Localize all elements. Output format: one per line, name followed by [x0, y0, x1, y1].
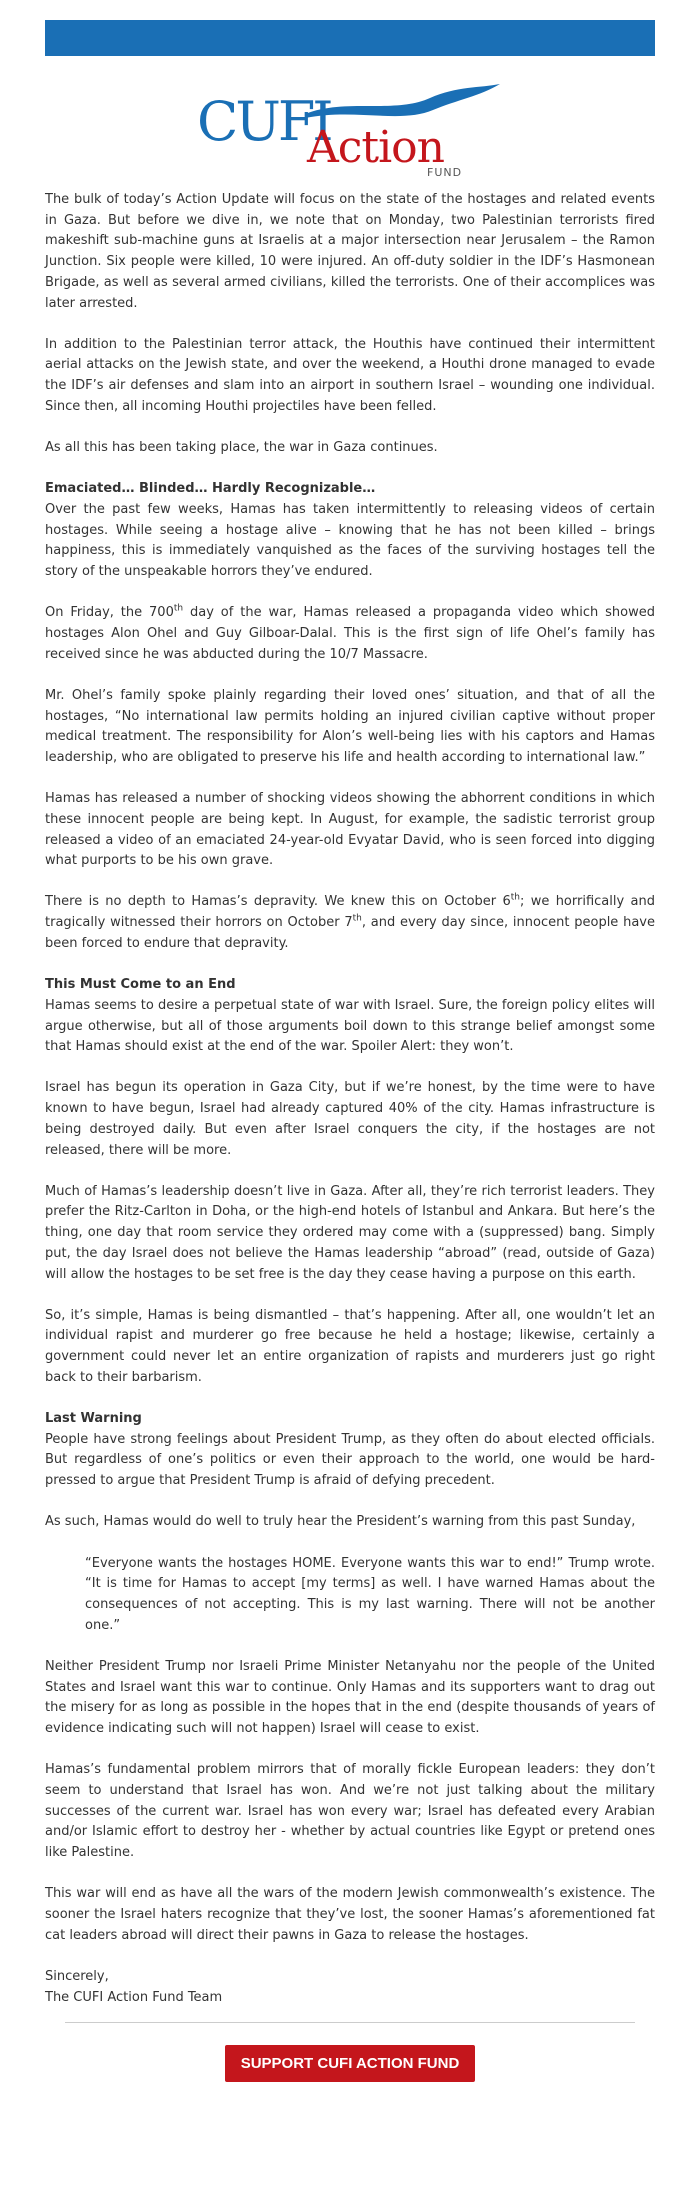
logo-swoosh: [305, 84, 500, 118]
signoff-closing: Sincerely,: [45, 1968, 109, 1984]
body-paragraph: Hamas’s fundamental problem mirrors that of morally fickle European leaders: they don’t seem to understand that Israel has won. And we’re not just talking about the military successes of the current war. Israel has won every war; Israel has defeated every Arabian and/or Islamic effort to destroy her - whether by actual countries like Egypt or pretend ones like Palestine.: [45, 1762, 655, 1860]
body-paragraph: As such, Hamas would do well to truly hear the President’s warning from this past Sunday,: [45, 1514, 636, 1530]
body-paragraph: Israel has begun its operation in Gaza City, but if we’re honest, by the time were to have known to have begun, Israel had already captured 40% of the city. Hamas infrastructure is being destroyed daily. But even after Israel conquers the city, if the hostages are not released, there will be more.: [45, 1080, 655, 1158]
intro-paragraph: In addition to the Palestinian terror attack, the Houthis have continued their intermittent aerial attacks on the Jewish state, and over the weekend, a Houthi drone managed to evade the IDF’s air defenses and slam into an airport in southern Israel – wounding one individual. Since then, all incoming Houthi projectiles have been felled.: [45, 336, 655, 414]
section-heading-last-warning: Last Warning: [45, 1411, 142, 1427]
body-paragraph: There is no depth to Hamas’s depravity. We knew this on October 6th; we horrifically and tragically witnessed their horrors on October 7th, and every day since, innocent people have been forced to endure that depravity.: [45, 893, 655, 951]
support-cufi-button[interactable]: SUPPORT CUFI ACTION FUND: [225, 2045, 476, 2082]
intro-paragraph: The bulk of today’s Action Update will focus on the state of the hostages and related events in Gaza. But before we dive in, we note that on Monday, two Palestinian terrorists fired makeshift sub-machine guns at Israelis at a major intersection near Jerusalem – the Ramon Junction. Six people were killed, 10 were injured. An off-duty soldier in the IDF’s Hasmonean Brigade, as well as several armed civilians, killed the terrorists. One of their accomplices was later arrested.: [45, 192, 655, 311]
email-container: [45, 20, 655, 2082]
body-paragraph: Hamas seems to desire a perpetual state of war with Israel. Sure, the foreign policy elites will argue otherwise, but all of those arguments boil down to this strange belief amongst some that Hamas should exist at the end of the war. Spoiler Alert: they won’t.: [45, 997, 655, 1055]
signoff: [45, 1967, 655, 2008]
body-paragraph: Neither President Trump nor Israeli Prime Minister Netanyahu nor the people of the United States and Israel want this war to continue. Only Hamas and its supporters want to drag out the misery for as long as possible in the hopes that in the end (despite thousands of years of evidence indicating such will not happen) Israel will cease to exist.: [45, 1658, 655, 1736]
logo-fund-text: FUND: [427, 166, 463, 178]
intro-paragraph: As all this has been taking place, the war in Gaza continues.: [45, 440, 438, 456]
body-paragraph: Much of Hamas’s leadership doesn’t live in Gaza. After all, they’re rich terrorist leaders. They prefer the Ritz-Carlton in Doha, or the high-end hotels of Istanbul and Ankara. But here’s the thing, one day that room service they ordered may come with a (suppressed) bang. Simply put, the day Israel does not believe the Hamas leadership “abroad” (read, outside of Gaza) will allow the hostages to be set free is the day they cease having a purpose on this earth.: [45, 1183, 655, 1282]
body-paragraph: Mr. Ohel’s family spoke plainly regarding their loved ones’ situation, and that of all the hostages, “No international law permits holding an injured civilian captive without proper medical treatment. The responsibility for Alon’s well-being lies with his captors and Hamas leadership, who are obligated to preserve his life and health according to international law.”: [45, 687, 655, 765]
section-heading-must-end: This Must Come to an End: [45, 977, 236, 993]
logo-cufi-text: CUFI: [197, 90, 331, 153]
section-heading-emaciated: Emaciated… Blinded… Hardly Recognizable…: [45, 481, 376, 497]
cufi-action-fund-logo: [195, 78, 505, 178]
article-body: [45, 190, 655, 2008]
body-paragraph: People have strong feelings about President Trump, as they often do about elected officials. But regardless of one’s politics or even their approach to the world, one would be hard-pressed to argue that President Trump is afraid of defying precedent.: [45, 1431, 655, 1489]
body-paragraph: Over the past few weeks, Hamas has taken intermittently to releasing videos of certain hostages. While seeing a hostage alive – knowing that he has not been killed – brings happiness, this is immediately vanquished as the faces of the surviving hostages tell the story of the unspeakable horrors they’ve endured.: [45, 501, 655, 580]
divider: [65, 2022, 635, 2023]
logo-action-text: Action: [307, 122, 444, 173]
body-paragraph: So, it’s simple, Hamas is being dismantled – that’s happening. After all, one wouldn’t let an individual rapist and murderer go free because he held a hostage; likewise, certainly a government could never let an entire organization of rapists and murderers just go right back to their barbarism.: [45, 1307, 655, 1385]
trump-quote: “Everyone wants the hostages HOME. Everyone wants this war to end!” Trump wrote. “It is time for Hamas to accept [my terms] as well. I have warned Hamas about the consequences of not accepting. This is my last warning. There will not be another one.”: [85, 1555, 655, 1633]
body-paragraph: This war will end as have all the wars of the modern Jewish commonwealth’s existence. The sooner the Israel haters recognize that they’ve lost, the sooner Hamas’s aforementioned fat cat leaders abroad will direct their pawns in Gaza to release the hostages.: [45, 1886, 655, 1943]
body-paragraph: On Friday, the 700th day of the war, Hamas released a propaganda video which showed hostages Alon Ohel and Guy Gilboar-Dalal. This is the first sign of life Ohel’s family has received since he was abducted during the 10/7 Massacre.: [45, 603, 655, 662]
header-bar: [45, 20, 655, 56]
cta-container: [45, 2045, 655, 2082]
body-paragraph: Hamas has released a number of shocking videos showing the abhorrent conditions in which these innocent people are being kept. In August, for example, the sadistic terrorist group released a video of an emaciated 24-year-old Evyatar David, who is seen forced into digging what purports to be his own grave.: [45, 791, 655, 869]
signoff-signature: The CUFI Action Fund Team: [45, 1989, 223, 2005]
